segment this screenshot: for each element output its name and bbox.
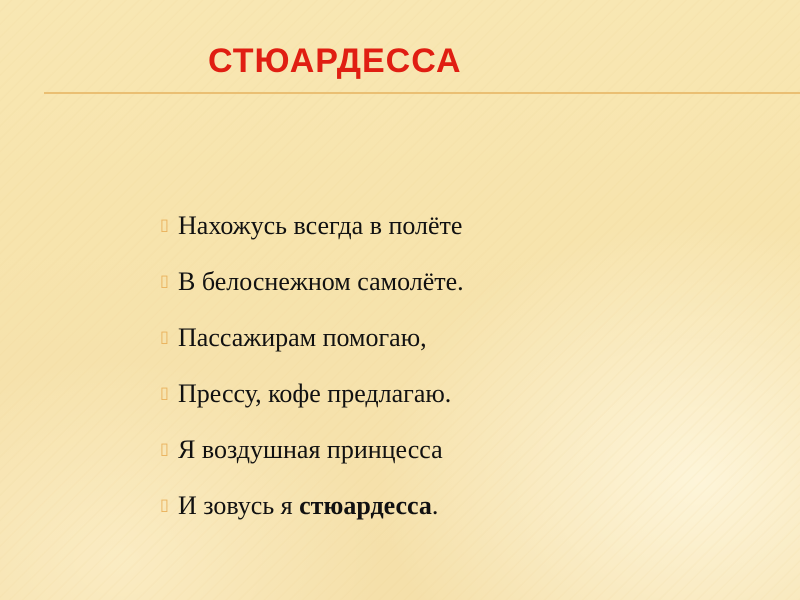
list-item bbox=[160, 366, 464, 422]
list-item bbox=[160, 310, 464, 366]
bullet-icon: ▯ bbox=[160, 329, 169, 346]
bullet-icon: ▯ bbox=[160, 217, 169, 234]
list-item bbox=[160, 198, 464, 254]
bullet-icon: ▯ bbox=[160, 441, 169, 458]
bullet-icon: ▯ bbox=[160, 273, 169, 290]
bullet-icon: ▯ bbox=[160, 385, 169, 402]
poem-line: Пассажирам помогаю, bbox=[178, 323, 427, 352]
poem-line: Я воздушная принцесса bbox=[178, 435, 443, 464]
list-item bbox=[160, 422, 464, 478]
poem-line: Нахожусь всегда в полёте bbox=[178, 211, 463, 240]
poem-line-end: . bbox=[431, 491, 439, 520]
poem-line-bold-word: стюардесса bbox=[299, 491, 432, 520]
poem-line: В белоснежном самолёте. bbox=[178, 267, 464, 296]
bullet-icon: ▯ bbox=[160, 497, 169, 514]
poem-line-start: И зовусь я bbox=[178, 491, 300, 520]
slide-title: СТЮАРДЕССА bbox=[208, 42, 462, 80]
poem-list bbox=[160, 198, 464, 534]
poem-line: Прессу, кофе предлагаю. bbox=[178, 379, 452, 408]
list-item bbox=[160, 254, 464, 310]
title-divider bbox=[44, 92, 800, 94]
list-item bbox=[160, 478, 464, 534]
poem-line bbox=[178, 491, 438, 521]
